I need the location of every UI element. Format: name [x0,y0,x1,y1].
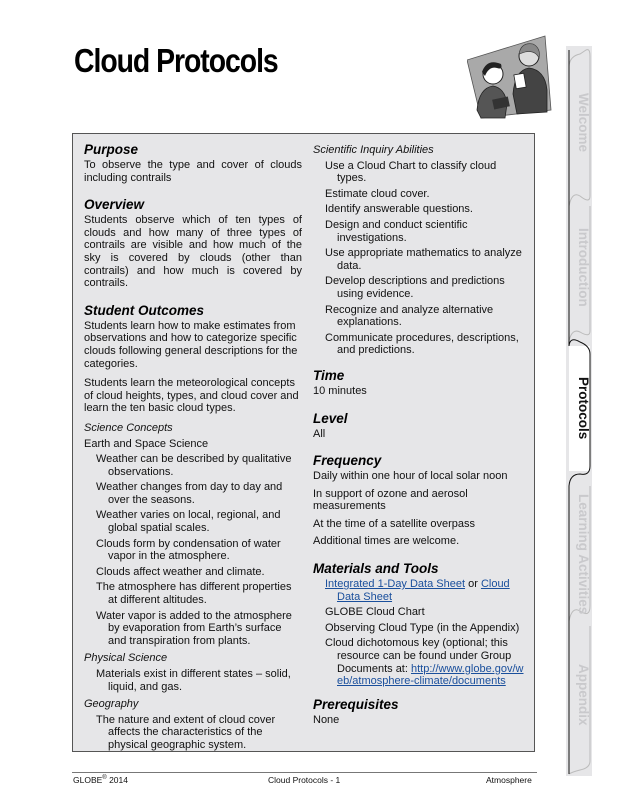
inquiry-item: Develop descriptions and predictions using evidence. [325,275,505,300]
students-illustration [467,32,557,120]
footer-page-label: Cloud Protocols - 1 [268,775,341,785]
materials-item: GLOBE Cloud Chart [325,606,425,619]
concept-item: Clouds affect weather and climate. [96,565,265,578]
level-value: All [313,427,326,440]
overview-heading: Overview [84,197,145,213]
physical-science-label: Physical Science [84,652,168,665]
page-title: Cloud Protocols [74,42,278,79]
inquiry-abilities-label: Scientific Inquiry Abilities [313,144,434,156]
concept-item: Weather changes from day to day and over the seasons. [96,481,283,506]
protocol-summary-box [72,133,535,752]
concept-item: The atmosphere has different properties at different altitudes. [96,581,292,607]
frequency-item: In support of ozone and aerosol measurements [313,487,468,513]
time-heading: Time [313,367,345,383]
right-column [313,144,528,733]
inquiry-item: Estimate cloud cover. [325,187,430,200]
tab-learning-activities[interactable]: Learning Activities [576,494,591,615]
left-column [84,142,302,757]
outcomes-paragraph-2: Students learn the meteorological concepts of cloud heights, types, and cloud cover and learn the ten basic cloud types. [84,377,299,415]
concept-item: Water vapor is added to the atmosphere by evaporation from Earth’s surface and transpiration from plants. [96,609,292,647]
frequency-item: At the time of a satellite overpass [313,517,476,530]
inquiry-abilities-list [313,160,528,357]
footer-left: GLOBE® 2014 [73,775,128,785]
science-concepts-label: Science Concepts [84,421,173,434]
geography-label: Geography [84,698,139,711]
tab-introduction[interactable]: Introduction [576,228,591,307]
concept-item: Materials exist in different states – solid, liquid, and gas. [96,668,291,693]
tab-welcome[interactable]: Welcome [576,93,591,153]
prerequisites-value: None [313,713,340,726]
earth-space-science-label: Earth and Space Science [84,437,209,450]
tab-appendix[interactable]: Appendix [576,664,591,726]
integrated-data-sheet-link[interactable]: Integrated 1-Day Data Sheet [325,578,466,591]
physical-science-list [84,668,302,693]
prerequisites-heading: Prerequisites [313,696,399,712]
concept-item: The nature and extent of cloud cover affects the characteristics of the physical geographic system. [96,713,276,751]
purpose-text: To observe the type and cover of clouds including contrails [84,159,302,184]
inquiry-item: Recognize and analyze alternative explanations. [325,303,494,329]
frequency-item: Daily within one hour of local solar noon [313,470,508,483]
level-heading: Level [313,410,348,426]
geography-list [84,714,302,752]
footer-rule [72,772,537,773]
purpose-heading: Purpose [84,142,139,157]
inquiry-item: Use a Cloud Chart to classify cloud types. [325,159,497,185]
inquiry-item: Design and conduct scientific investigations. [325,218,468,244]
inquiry-item: Identify answerable questions. [325,203,473,216]
time-value: 10 minutes [313,384,367,397]
materials-heading: Materials and Tools [313,561,439,577]
materials-item: Cloud dichotomous key (optional; this resource can be found under Group Documents at: http://www.globe.gov/web/atmosphere-climate/documents [325,637,524,688]
materials-item: Integrated 1-Day Data Sheet or Cloud Data Sheet [325,578,510,603]
frequency-heading: Frequency [313,453,382,469]
outcomes-paragraph-1: Students learn how to make estimates from observations and how to categorize specific clouds following general descriptions for the categories. [84,319,298,370]
footer-section: Atmosphere [486,775,532,785]
earth-space-concepts-list [84,453,302,647]
materials-item: Observing Cloud Type (in the Appendix) [325,621,520,634]
frequency-item: Additional times are welcome. [313,535,460,548]
inquiry-item: Communicate procedures, descriptions, and predictions. [325,331,519,357]
concept-item: Weather varies on local, regional, and global spatial scales. [96,509,281,535]
globe-documents-link[interactable]: http://www.globe.gov/web/atmosphere-climate/documents [337,662,524,688]
tab-protocols[interactable]: Protocols [576,377,591,440]
overview-text: Students observe which of ten types of clouds and how many of three types of contrails are visible and how much of the sky is covered by clouds (other than contrails) and how much is covered by contrails. [84,214,302,290]
materials-list [313,578,528,688]
concept-item: Weather can be described by qualitative observations. [96,453,292,478]
student-outcomes-heading: Student Outcomes [84,302,205,318]
inquiry-item: Use appropriate mathematics to analyze data. [325,247,522,272]
concept-item: Clouds form by condensation of water vapor in the atmosphere. [96,537,281,563]
cloud-data-sheet-link[interactable]: Cloud Data Sheet [337,578,510,603]
